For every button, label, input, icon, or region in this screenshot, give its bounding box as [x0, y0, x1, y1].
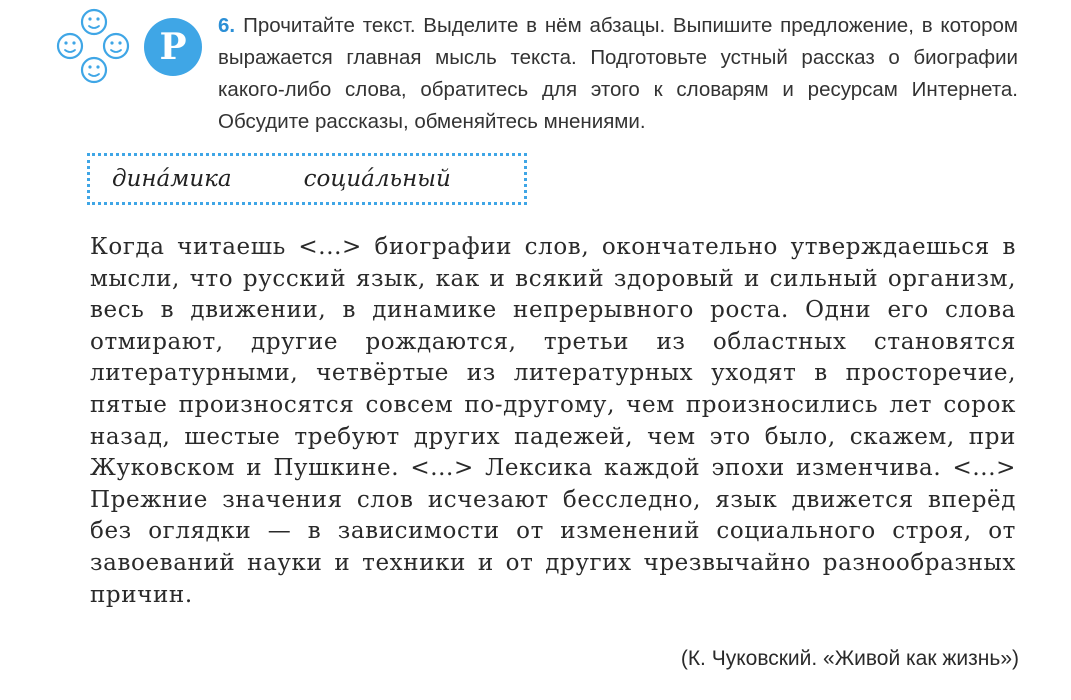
vocab-word-socialny: социа́льный [303, 166, 451, 192]
communication-faces-icon [50, 6, 140, 86]
exercise-number: 6. [218, 14, 236, 37]
reading-text [90, 232, 1016, 611]
instruction-text: Прочитайте текст. Выделите в нём абзацы. Выпишите предложение, в котором выражается главная мысль текста. Подготовьте устный рассказ о биографии какого-либо слова, обратитесь для этого к словарям и ресурсам Интернета. Обсудите рассказы, обменяйтесь мнениями. [218, 14, 1018, 133]
text-source: (К. Чуковский. «Живой как жизнь») [680, 647, 1019, 670]
exercise-type-badge: Р [144, 18, 202, 76]
vocab-word-dinamika: дина́мика [112, 166, 232, 192]
reading-text-body: Когда читаешь <...> биографии слов, окончательно утверждаешься в мысли, что русский язык, как и всякий здоровый и сильный организм, весь в движении, в динамике непрерывного роста. Одни его слова отмирают, другие рождаются, третьи из областных становятся литературными, четвёртые из литературных уходят в просторечие, пятые произносятся совсем по-другому, чем произносились лет сорок назад, шестые требуют других падежей, чем это было, скажем, при Жуковском и Пушкине. <...> Лексика каждой эпохи изменчива. <...> Прежние значения слов исчезают бесследно, язык движется вперёд без оглядки — в зависимости от изменений социального строя, от завоеваний науки и техники и от других чрезвычайно разнообразных причин. [90, 234, 1016, 608]
vocabulary-box [87, 153, 527, 205]
exercise-instruction [218, 10, 1018, 138]
